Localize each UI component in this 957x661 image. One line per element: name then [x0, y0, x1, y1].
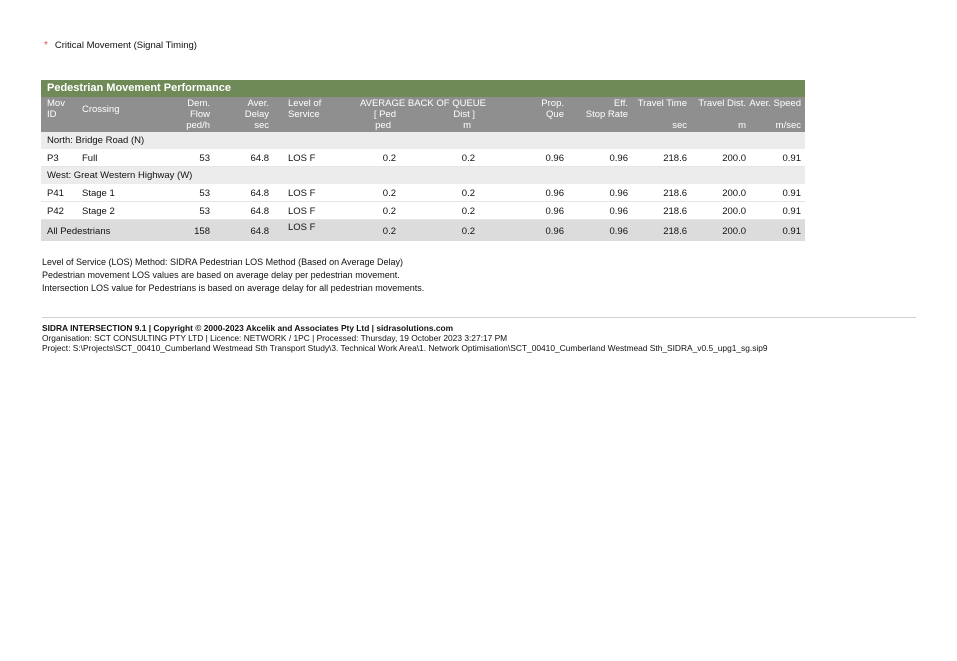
header-crossing: Crossing	[82, 104, 120, 115]
table-header	[41, 97, 805, 132]
header-travel-time: Travel Time	[637, 98, 687, 109]
mov-id-cell: P41	[47, 188, 64, 199]
note-line: Intersection LOS value for Pedestrians is based on average delay for all pedestrian movements.	[42, 283, 425, 293]
header-ped: [ Ped	[373, 109, 396, 120]
prop-que-cell: 0.96	[545, 153, 564, 164]
header-ped-unit: ped	[375, 120, 391, 131]
header-travel-dist-unit: m	[738, 120, 746, 131]
crossing-cell: Full	[82, 153, 98, 164]
stop-rate-cell: 0.96	[609, 226, 628, 237]
header-flow-unit: ped/h	[186, 120, 210, 131]
header-aver: Aver.	[247, 98, 269, 109]
footer-organisation: Organisation: SCT CONSULTING PTY LTD | Licence: NETWORK / 1PC | Processed: Thursday, 19 October 2023 3:27:17 PM	[42, 333, 508, 343]
queue-ped-cell: 0.2	[382, 188, 396, 199]
queue-ped-cell: 0.2	[382, 226, 396, 237]
critical-movement-legend	[44, 40, 197, 51]
flow-cell: 53	[199, 153, 210, 164]
header-aver-speed: Aver. Speed	[749, 98, 801, 109]
header-flow: Flow	[189, 109, 210, 120]
table-title: Pedestrian Movement Performance	[41, 80, 805, 97]
los-cell: LOS F	[288, 153, 316, 164]
total-label-cell: All Pedestrians	[47, 226, 111, 237]
footer-project: Project: S:\Projects\SCT_00410_Cumberland Westmead Sth Transport Study\3. Technical Work Area\1. Network Optimisation\SCT_00410_Cumberland Westmead Sth_SIDRA_v0.5_upg1_sg.sip9	[42, 343, 768, 353]
approach-north-row: North: Bridge Road (N)	[41, 132, 805, 149]
los-cell: LOS F	[288, 188, 316, 199]
travel-time-cell: 218.6	[663, 226, 687, 237]
header-dist: Dist ]	[453, 109, 475, 120]
header-dist-unit: m	[463, 120, 471, 131]
header-travel-time-unit: sec	[672, 120, 687, 131]
critical-star-icon: *	[44, 40, 48, 51]
header-travel-dist: Travel Dist.	[698, 98, 746, 109]
speed-cell: 0.91	[782, 226, 801, 237]
stop-rate-cell: 0.96	[609, 188, 628, 199]
los-cell: LOS F	[288, 222, 316, 233]
prop-que-cell: 0.96	[545, 188, 564, 199]
pedestrian-performance-table	[41, 80, 805, 241]
queue-dist-cell: 0.2	[461, 153, 475, 164]
los-cell: LOS F	[288, 206, 316, 217]
delay-cell: 64.8	[250, 226, 269, 237]
stop-rate-cell: 0.96	[609, 206, 628, 217]
header-id: ID	[47, 109, 57, 120]
table-row	[41, 149, 805, 167]
header-stop-rate: Stop Rate	[585, 109, 628, 120]
prop-que-cell: 0.96	[545, 206, 564, 217]
travel-time-cell: 218.6	[663, 206, 687, 217]
crossing-cell: Stage 2	[82, 206, 115, 217]
header-delay: Delay	[244, 109, 269, 120]
delay-cell: 64.8	[250, 206, 269, 217]
header-eff: Eff.	[613, 98, 628, 109]
header-delay-unit: sec	[254, 120, 269, 131]
note-line: Level of Service (LOS) Method: SIDRA Pedestrian LOS Method (Based on Average Delay)	[42, 257, 404, 267]
note-line: Pedestrian movement LOS values are based on average delay per pedestrian movement.	[42, 270, 400, 280]
speed-cell: 0.91	[782, 206, 801, 217]
report-footer	[42, 323, 768, 353]
stop-rate-cell: 0.96	[609, 153, 628, 164]
travel-dist-cell: 200.0	[722, 226, 746, 237]
header-level-of: Level of	[288, 98, 322, 109]
queue-ped-cell: 0.2	[382, 206, 396, 217]
header-mov: Mov	[47, 98, 65, 109]
speed-cell: 0.91	[782, 188, 801, 199]
travel-dist-cell: 200.0	[722, 188, 746, 199]
queue-dist-cell: 0.2	[461, 188, 475, 199]
table-row	[41, 202, 805, 220]
speed-cell: 0.91	[782, 153, 801, 164]
delay-cell: 64.8	[250, 188, 269, 199]
header-dem: Dem.	[187, 98, 210, 109]
footer-divider	[42, 317, 916, 318]
header-service: Service	[288, 109, 320, 120]
header-que: Que	[546, 109, 564, 120]
mov-id-cell: P42	[47, 206, 64, 217]
legend-text: Critical Movement (Signal Timing)	[54, 40, 197, 51]
travel-dist-cell: 200.0	[722, 153, 746, 164]
travel-time-cell: 218.6	[663, 153, 687, 164]
flow-cell: 53	[199, 206, 210, 217]
queue-dist-cell: 0.2	[461, 226, 475, 237]
header-aver-speed-unit: m/sec	[775, 120, 801, 131]
header-prop: Prop.	[541, 98, 564, 109]
table-row	[41, 184, 805, 202]
all-pedestrians-row	[41, 220, 805, 241]
mov-id-cell: P3	[47, 153, 59, 164]
footer-copyright: SIDRA INTERSECTION 9.1 | Copyright © 2000-2023 Akcelik and Associates Pty Ltd | sidrasolutions.com	[42, 323, 454, 333]
travel-dist-cell: 200.0	[722, 206, 746, 217]
crossing-cell: Stage 1	[82, 188, 115, 199]
flow-cell: 158	[194, 226, 210, 237]
los-notes	[42, 256, 424, 295]
approach-west-row: West: Great Western Highway (W)	[41, 167, 805, 184]
queue-ped-cell: 0.2	[382, 153, 396, 164]
delay-cell: 64.8	[250, 153, 269, 164]
header-back-of-queue: AVERAGE BACK OF QUEUE	[360, 98, 486, 109]
flow-cell: 53	[199, 188, 210, 199]
travel-time-cell: 218.6	[663, 188, 687, 199]
queue-dist-cell: 0.2	[461, 206, 475, 217]
prop-que-cell: 0.96	[545, 226, 564, 237]
